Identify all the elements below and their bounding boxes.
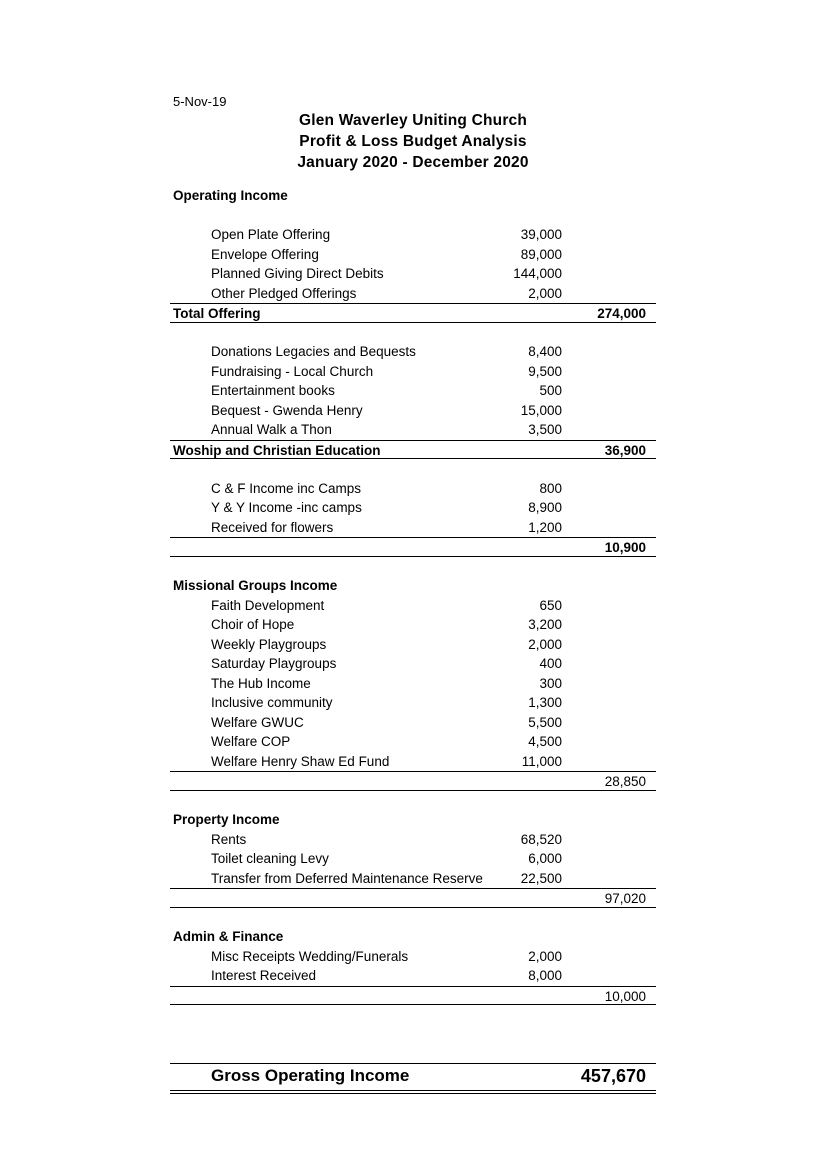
line-item-label: Interest Received xyxy=(211,968,317,983)
line-item-label: Annual Walk a Thon xyxy=(211,422,332,437)
line-item xyxy=(170,284,656,304)
line-item-label: Rents xyxy=(211,831,247,847)
line-item-amount: 89,000 xyxy=(520,246,562,262)
line-item-amount: 800 xyxy=(539,480,562,496)
line-item-amount: 39,000 xyxy=(520,227,562,242)
line-item xyxy=(170,420,656,440)
line-item-label: Weekly Playgroups xyxy=(211,636,327,652)
line-item-amount: 3,200 xyxy=(528,617,562,632)
line-item-amount: 3,500 xyxy=(528,422,562,437)
line-item-amount: 68,520 xyxy=(520,831,562,847)
line-item-amount: 15,000 xyxy=(520,402,562,418)
section-header-label: Operating Income xyxy=(173,188,288,203)
section-total-amount: 97,020 xyxy=(604,891,646,906)
section-header-label: Property Income xyxy=(173,812,280,827)
section-header xyxy=(170,576,656,596)
line-item xyxy=(170,654,656,674)
line-item xyxy=(170,518,656,538)
line-item-amount: 5,500 xyxy=(528,714,562,730)
line-item-label: Other Pledged Offerings xyxy=(211,285,357,301)
spacer xyxy=(170,557,656,577)
line-item-amount: 22,500 xyxy=(520,870,562,886)
line-item xyxy=(170,498,656,518)
line-item-amount: 650 xyxy=(539,597,562,613)
spacer xyxy=(170,1005,656,1025)
line-item-label: Envelope Offering xyxy=(211,246,319,262)
section-total xyxy=(170,537,656,557)
line-item xyxy=(170,342,656,362)
line-item-amount: 1,300 xyxy=(528,695,562,710)
line-item-amount: 9,500 xyxy=(528,363,562,379)
line-item-label: Bequest - Gwenda Henry xyxy=(211,402,363,418)
line-item xyxy=(170,225,656,245)
report-title-church: Glen Waverley Uniting Church xyxy=(298,112,528,129)
line-item-amount: 1,200 xyxy=(528,519,562,535)
spacer xyxy=(170,791,656,811)
line-item xyxy=(170,732,656,752)
section-total-amount: 28,850 xyxy=(604,774,646,789)
budget-table xyxy=(170,186,656,1094)
line-item-amount: 8,400 xyxy=(528,344,562,359)
line-item-label: Open Plate Offering xyxy=(211,227,331,242)
line-item xyxy=(170,947,656,967)
line-item xyxy=(170,674,656,694)
spacer xyxy=(170,206,656,226)
spacer xyxy=(170,908,656,928)
line-item-amount: 8,000 xyxy=(528,968,562,983)
section-total xyxy=(170,771,656,791)
section-total xyxy=(170,303,656,323)
line-item-label: Misc Receipts Wedding/Funerals xyxy=(211,948,409,964)
line-item-amount: 8,900 xyxy=(528,500,562,515)
line-item xyxy=(170,596,656,616)
line-item xyxy=(170,479,656,499)
line-item-amount: 2,000 xyxy=(528,285,562,301)
line-item xyxy=(170,713,656,733)
line-item-amount: 2,000 xyxy=(528,636,562,652)
line-item-amount: 2,000 xyxy=(528,948,562,964)
section-total-amount: 10,000 xyxy=(604,988,646,1004)
section-total xyxy=(170,440,656,460)
line-item xyxy=(170,615,656,635)
section-total xyxy=(170,888,656,908)
line-item-label: Welfare COP xyxy=(211,734,291,749)
line-item xyxy=(170,401,656,421)
line-item xyxy=(170,752,656,772)
line-item-amount: 4,500 xyxy=(528,734,562,749)
line-item xyxy=(170,849,656,869)
line-item xyxy=(170,245,656,265)
gross-operating-income-label: Gross Operating Income xyxy=(211,1066,410,1085)
line-item-label: Choir of Hope xyxy=(211,617,295,632)
section-total-amount: 274,000 xyxy=(597,306,646,321)
spacer xyxy=(170,1025,656,1045)
section-header xyxy=(170,810,656,830)
line-item-amount: 144,000 xyxy=(513,266,562,281)
line-item-label: Planned Giving Direct Debits xyxy=(211,266,384,281)
line-item-label: The Hub Income xyxy=(211,675,311,691)
section-header-label: Admin & Finance xyxy=(173,929,284,944)
line-item-amount: 300 xyxy=(539,675,562,691)
line-item-label: Y & Y Income -inc camps xyxy=(211,500,362,515)
spacer xyxy=(170,323,656,343)
spacer xyxy=(170,459,656,479)
line-item-label: Welfare GWUC xyxy=(211,714,304,730)
line-item xyxy=(170,830,656,850)
line-item-label: Saturday Playgroups xyxy=(211,656,337,671)
line-item-label: Donations Legacies and Bequests xyxy=(211,344,416,359)
line-item xyxy=(170,966,656,986)
line-item-label: C & F Income inc Camps xyxy=(211,480,362,496)
line-item xyxy=(170,693,656,713)
line-item xyxy=(170,635,656,655)
line-item-amount: 400 xyxy=(539,656,562,671)
line-item-amount: 11,000 xyxy=(521,753,562,769)
section-total-amount: 10,900 xyxy=(604,540,646,555)
report-title-period: January 2020 - December 2020 xyxy=(297,154,529,171)
line-item xyxy=(170,362,656,382)
line-item-label: Inclusive community xyxy=(211,695,333,710)
report-title-analysis: Profit & Loss Budget Analysis xyxy=(299,133,527,150)
line-item-label: Received for flowers xyxy=(211,519,334,535)
gross-operating-income-row xyxy=(170,1063,656,1094)
line-item-label: Fundraising - Local Church xyxy=(211,363,374,379)
line-item-label: Toilet cleaning Levy xyxy=(211,851,329,866)
line-item xyxy=(170,264,656,284)
line-item-amount: 500 xyxy=(539,383,562,398)
line-item xyxy=(170,869,656,889)
line-item-amount: 6,000 xyxy=(528,851,562,866)
line-item xyxy=(170,381,656,401)
section-total-amount: 36,900 xyxy=(604,442,646,458)
section-total-label: Woship and Christian Education xyxy=(173,442,381,458)
section-header xyxy=(170,927,656,947)
section-header xyxy=(170,186,656,206)
report-date: 5-Nov-19 xyxy=(173,94,227,109)
gross-operating-income-amount: 457,670 xyxy=(580,1066,646,1086)
line-item-label: Entertainment books xyxy=(211,383,335,398)
line-item-label: Transfer from Deferred Maintenance Reserve xyxy=(211,870,483,886)
line-item-label: Welfare Henry Shaw Ed Fund xyxy=(211,753,390,769)
section-total xyxy=(170,986,656,1006)
section-total-label: Total Offering xyxy=(173,306,261,321)
line-item-label: Faith Development xyxy=(211,597,325,613)
section-header-label: Missional Groups Income xyxy=(173,578,338,593)
